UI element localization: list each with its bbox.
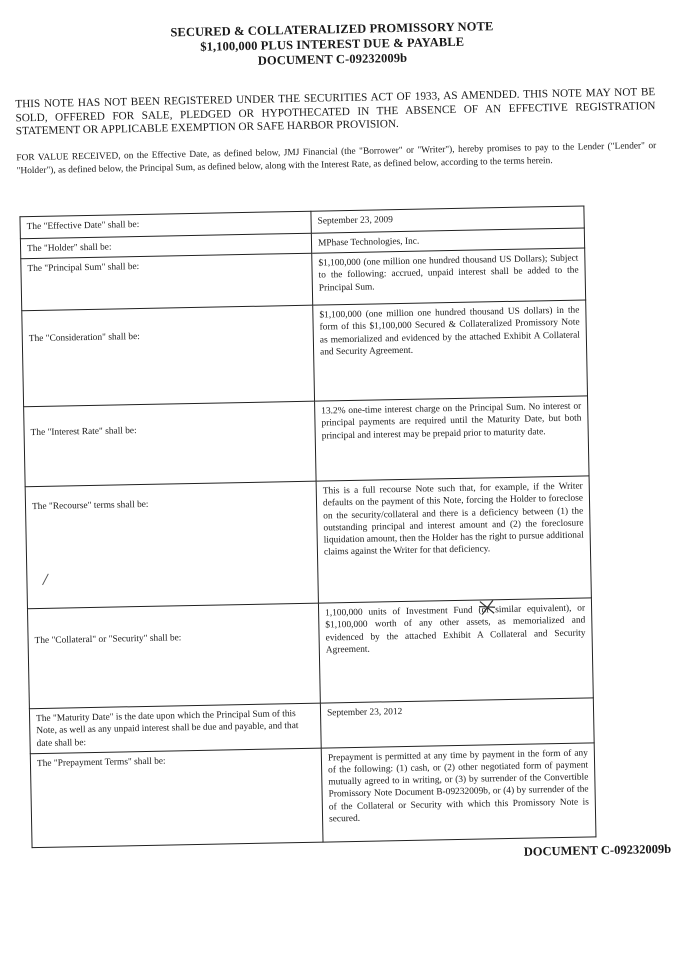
footer-document-id: DOCUMENT C-09232009b [523,841,672,859]
term-label: The "Recourse" terms shall be: [25,481,318,609]
term-label: The "Interest Rate" shall be: [24,401,316,487]
term-value: Prepayment is permitted at any time by payment in the form of any of the following: (1) cash, or (2) other negotiated form of payment mutually agreed to in writing, or (3) by surrender of the Convertible Promissory Note Document B-09232009b, or (4) by surrender of the of the Collateral or Security with which this Promissory Note is secured. [321,743,596,842]
securities-warning: THIS NOTE HAS NOT BEEN REGISTERED UNDER THE SECURITIES ACT OF 1933, AS AMENDED. THIS NOTE MAY NOT BE SOLD, OFFERED FOR SALE, PLEDGED OR HYPOTHECATED IN THE ABSENCE OF AN EFFECTIVE REGISTRATION STATEMENT OR APPLICABLE EXEMPTION OR SAFE HARBOR PROVISION. [15,86,656,138]
table-row [27,598,593,709]
term-label: The "Consideration" shall be: [22,305,315,407]
document-amount-line: $1,100,000 PLUS INTEREST DUE & PAYABLE [200,34,465,54]
term-value: September 23, 2009 [311,206,584,233]
term-value: September 23, 2012 [320,698,594,748]
term-value: $1,100,000 (one million one hundred thousand US Dollars); Subject to the following: accrued, unpaid interest shall be added to the Principal Sum. [312,248,586,305]
term-value: $1,100,000 (one million one hundred thousand US dollars) in the form of this $1,100,000 Secured & Collateralized Promissory Note as memorialized and evidenced by the attached Exhibit A Collateral and Security Agreement. [313,300,588,401]
term-value: MPhase Technologies, Inc. [311,228,584,253]
term-label: The "Effective Date" shall be: [20,211,311,239]
document-title: SECURED & COLLATERALIZED PROMISSORY NOTE [170,19,494,40]
term-label: The "Maturity Date" is the date upon which the Principal Sum of this Note, as well as any unpaid interest shall be due and payable, and that date shall be: [29,703,321,753]
table-row [24,396,589,487]
term-label: The "Holder" shall be: [20,233,311,259]
intro-paragraph: FOR VALUE RECEIVED, on the Effective Date, as defined below, JMJ Financial (the "Borrower" or "Writer"), hereby promises to pay to the Lender ("Lender" or "Holder"), as defined below, the Principal Sum, as defined below, along with the Interest Rate, as defined below, according to the terms herein. [16,141,657,176]
document-header [112,18,553,71]
table-row [30,743,596,848]
term-label: The "Prepayment Terms" shall be: [30,748,323,848]
document-id-line: DOCUMENT C-09232009b [257,50,408,68]
terms-table [19,205,596,848]
term-value: 13.2% one-time interest charge on the Principal Sum. No interest or principal payments are required until the Maturity Date, but both principal and interest may be prepaid prior to maturity date. [315,396,589,481]
term-label: The "Collateral" or "Security" shall be: [27,603,320,709]
table-row [25,476,591,609]
table-row [22,300,588,407]
pen-mark-icon [477,597,497,617]
term-label: The "Principal Sum" shall be: [21,253,313,311]
term-value: This is a full recourse Note such that, for example, if the Writer defaults on the payment of this Note, forcing the Holder to foreclose on the security/collateral and there is a deficiency between (1) the outstanding principal and interest amount and (2) the foreclosure liquidation amount, then the Holder has the right to pursue additional claims against the Writer for that deficiency. [316,476,591,603]
scan-smudge-icon [38,572,52,588]
term-value: 1,100,000 units of Investment Fund (or similar equivalent), or $1,100,000 worth of any other assets, as memorialized and evidenced by the attached Exhibit A Collateral and Security Agreement. [318,598,593,703]
